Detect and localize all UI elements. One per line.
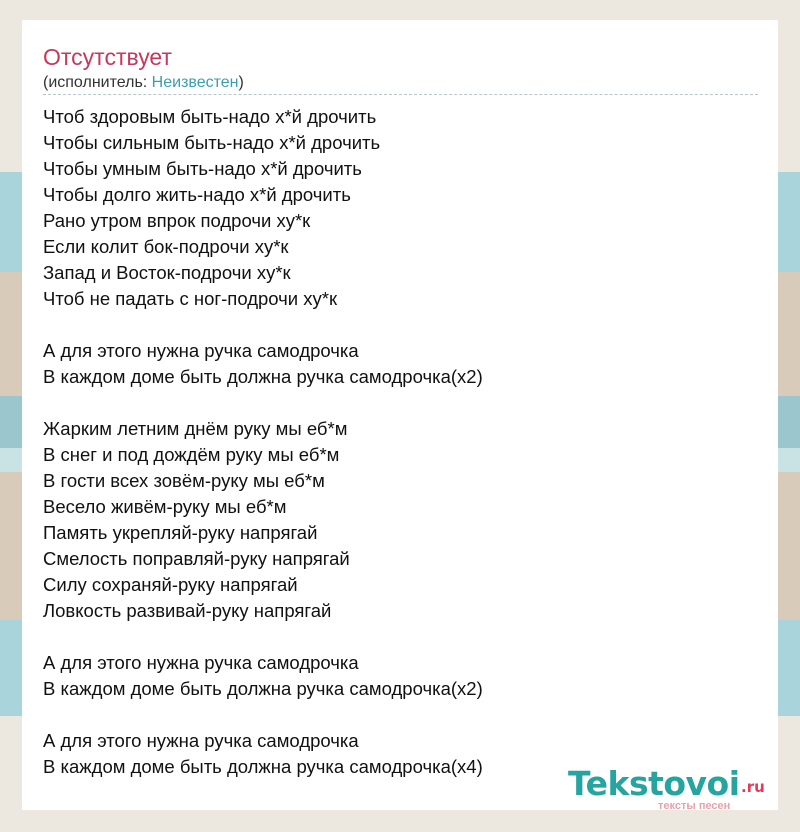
logo-tld: .ru bbox=[741, 778, 765, 796]
artist-prefix: (исполнитель: bbox=[43, 74, 152, 91]
lyric-line: Запад и Восток-подрочи ху*к bbox=[43, 262, 291, 283]
song-title: Отсутствует bbox=[43, 44, 172, 70]
lyric-line: В каждом доме быть должна ручка самодрочка(х2) bbox=[43, 678, 483, 699]
lyric-line: А для этого нужна ручка самодрочка bbox=[43, 340, 359, 361]
artist-line bbox=[43, 73, 244, 93]
lyric-line: Чтоб не падать с ног-подрочи ху*к bbox=[43, 288, 338, 309]
logo-wordmark: Tekstovoi bbox=[568, 764, 740, 803]
lyric-line: Чтоб здоровым быть-надо х*й дрочить bbox=[43, 106, 377, 127]
lyric-line: Весело живём-руку мы еб*м bbox=[43, 496, 287, 517]
lyric-line: Память укрепляй-руку напрягай bbox=[43, 522, 318, 543]
lyric-line: Рано утром впрок подрочи ху*к bbox=[43, 210, 311, 231]
lyric-line: А для этого нужна ручка самодрочка bbox=[43, 730, 359, 751]
divider bbox=[43, 94, 758, 95]
lyric-line: Смелость поправляй-руку напрягай bbox=[43, 548, 350, 569]
stanza-gap bbox=[43, 390, 643, 416]
lyric-line: Чтобы долго жить-надо х*й дрочить bbox=[43, 184, 351, 205]
lyric-line: А для этого нужна ручка самодрочка bbox=[43, 652, 359, 673]
stanza-gap bbox=[43, 702, 643, 728]
lyric-line: В снег и под дождём руку мы еб*м bbox=[43, 444, 340, 465]
lyric-line: В каждом доме быть должна ручка самодрочка(х2) bbox=[43, 366, 483, 387]
lyrics-panel bbox=[22, 20, 778, 810]
lyric-line: Чтобы умным быть-надо х*й дрочить bbox=[43, 158, 362, 179]
lyric-line: Силу сохраняй-руку напрягай bbox=[43, 574, 298, 595]
lyric-line: Если колит бок-подрочи ху*к bbox=[43, 236, 289, 257]
stanza-gap bbox=[43, 624, 643, 650]
lyric-line: Ловкость развивай-руку напрягай bbox=[43, 600, 332, 621]
logo-tagline: тексты песен bbox=[658, 800, 731, 812]
lyric-line: Жарким летним днём руку мы еб*м bbox=[43, 418, 348, 439]
site-logo[interactable] bbox=[568, 764, 778, 810]
lyrics-text bbox=[43, 104, 643, 780]
stanza-gap bbox=[43, 312, 643, 338]
artist-link[interactable]: Неизвестен bbox=[151, 74, 239, 91]
lyric-line: В каждом доме быть должна ручка самодрочка(х4) bbox=[43, 756, 483, 777]
lyric-line: Чтобы сильным быть-надо х*й дрочить bbox=[43, 132, 381, 153]
lyric-line: В гости всех зовём-руку мы еб*м bbox=[43, 470, 325, 491]
artist-suffix: ) bbox=[238, 74, 244, 91]
